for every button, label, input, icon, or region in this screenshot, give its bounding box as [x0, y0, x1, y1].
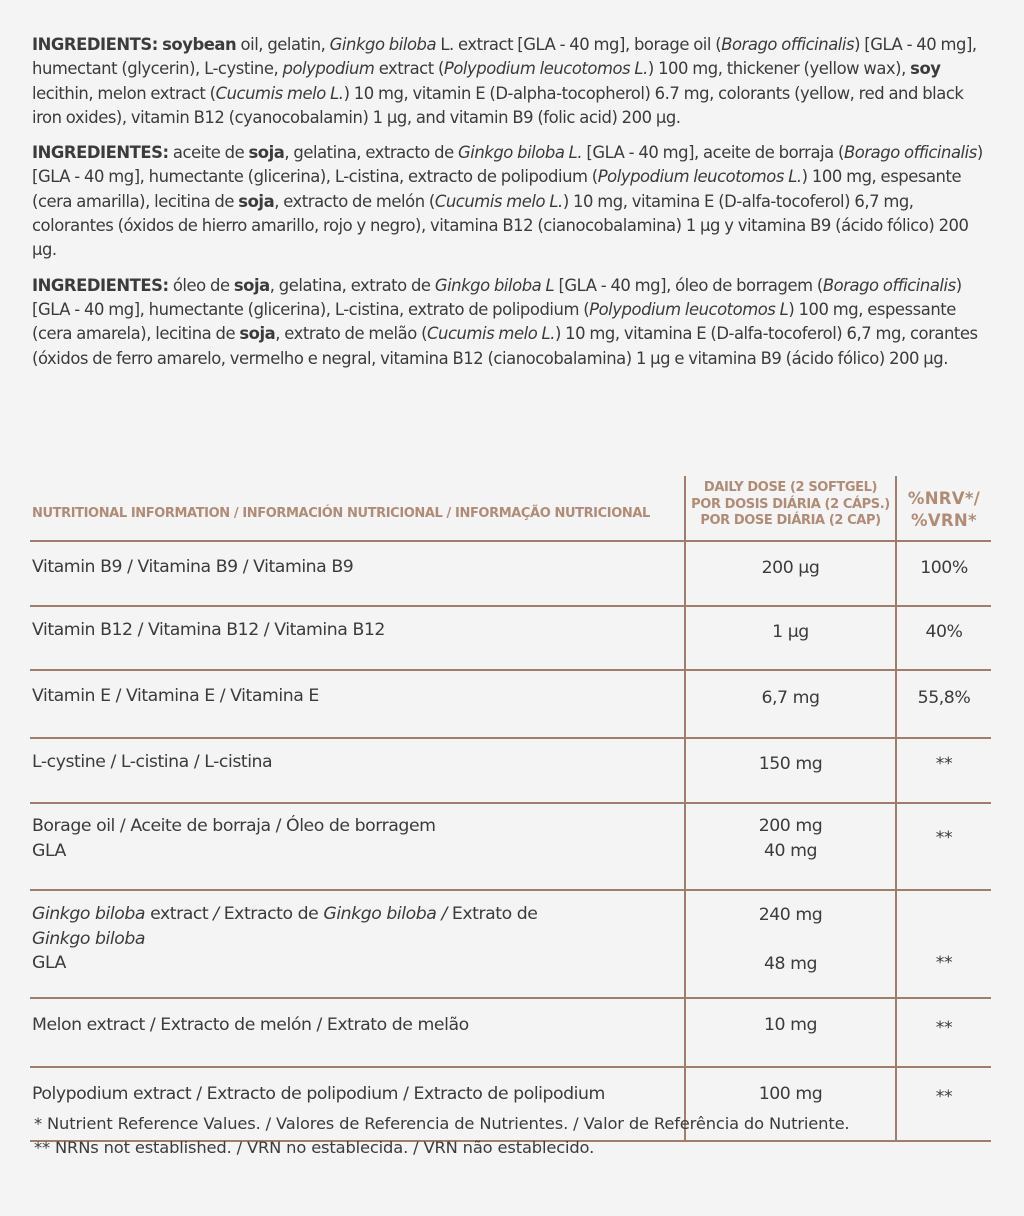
nutrient-name-part: extract: [145, 904, 214, 924]
ingredients-pt-text: , gelatina, extrato de: [269, 275, 435, 295]
ingredients-en-text: ) 10 mg, vitamin E (D-alpha-tocopherol) 6.7 mg, colorants (yellow, red and black iron oxides), vitamin B12 (cyanocobalamin) 1 µg, and vitamin B9 (folic acid) 200 µg.: [32, 83, 964, 127]
nutrient-nrv: **: [896, 803, 991, 890]
nutrient-dose: 10 mg: [685, 998, 896, 1067]
ingredients-es-text: ) [GLA - 40 mg], humectante (glicerina), L-cistina, extracto de polipodium (: [32, 143, 983, 187]
header-nrv: [896, 476, 991, 541]
ingredients-es-text: Cucumis melo L.: [434, 191, 563, 211]
nutrient-nrv: 40%: [896, 606, 991, 670]
nutrient-name-part: /: [213, 904, 219, 924]
header-nutritional-information: NUTRITIONAL INFORMATION / INFORMACIÓN NUTRICIONAL / INFORMAÇÃO NUTRICIONAL: [30, 476, 685, 541]
nutrient-nrv: 55,8%: [896, 670, 991, 738]
ingredients-pt-text: soja: [239, 324, 276, 344]
nutrient-name: Vitamin B9 / Vitamina B9 / Vitamina B9: [30, 541, 685, 606]
nutrient-name-cell: [30, 890, 685, 998]
nutrient-dose-cell: [685, 890, 896, 998]
footnotes: [34, 1112, 994, 1160]
ingredients-es-text: soja: [238, 191, 275, 211]
nutrient-name: Polypodium extract / Extracto de polipodium / Extracto de polipodium: [30, 1067, 685, 1141]
nutrient-name: Vitamin B12 / Vitamina B12 / Vitamina B12: [30, 606, 685, 670]
ingredients-pt-heading: INGREDIENTES:: [32, 275, 169, 295]
nutrient-subdose: 48 mg: [763, 954, 818, 974]
nutrient-dose: 100 mg: [685, 1067, 896, 1141]
header-daily-dose-line: POR DOSE DIÁRIA (2 CAP): [700, 513, 881, 529]
ingredients-en-text: lecithin, melon extract (: [32, 83, 216, 103]
ingredients-es-text: ) 10 mg, vitamina E (D-alfa-tocoferol) 6,7 mg, colorantes (óxidos de hierro amarillo, rojo y negro), vitamina B12 (cianocobalamina) 1 µg y vitamina B9 (ácido fólico) 200 µg.: [32, 191, 969, 260]
ingredients-pt: [32, 274, 994, 371]
nutrient-name-cell: [30, 803, 685, 890]
nutrient-nrv: **: [896, 1067, 991, 1141]
table-row: [30, 670, 991, 738]
nutrient-name-part: Ginkgo biloba: [32, 928, 146, 949]
ingredients-en-heading: INGREDIENTS:: [32, 35, 158, 54]
nutrient-name: L-cystine / L-cistina / L-cistina: [30, 738, 685, 803]
nutrient-name-part: Extrato de: [446, 904, 538, 924]
footnote-not-established: ** NRNs not established. / VRN no establecida. / VRN não establecido.: [34, 1138, 595, 1157]
nutrient-dose-cell: [685, 803, 896, 890]
ingredients-pt-text: ) 10 mg, vitamina E (D-alfa-tocoferol) 6,7 mg, corantes (óxidos de ferro amarelo, vermelho e negral, vitamina B12 (cianocobalamina) 1 µg e vitamina B9 (ácido fólico) 200 µg.: [32, 324, 978, 368]
nutrient-name-part: Ginkgo biloba: [323, 904, 437, 924]
ingredients-es-text: , extracto de melón (: [274, 191, 435, 211]
table-row: [30, 606, 991, 670]
ingredients-en: [32, 33, 994, 130]
ingredients-pt-text: Polypodium leucotomos L: [589, 299, 789, 319]
footnote-nrv: * Nutrient Reference Values. / Valores de Referencia de Nutrientes. / Valor de Referência do Nutriente.: [34, 1114, 850, 1133]
ingredients-en-text: extract (: [374, 59, 444, 79]
header-daily-dose: [685, 476, 896, 541]
nutrient-name: Vitamin E / Vitamina E / Vitamina E: [30, 670, 685, 738]
ingredients-es-text: soja: [248, 143, 285, 163]
table-row: [30, 738, 991, 803]
nutrient-subname: GLA: [32, 840, 66, 861]
nutrient-nrv: 100%: [896, 541, 991, 606]
header-daily-dose-line: DAILY DOSE (2 SOFTGEL): [703, 480, 878, 496]
nutrient-nrv: **: [896, 738, 991, 803]
ingredients-en-text: Borago officinalis: [721, 35, 855, 54]
nutrient-dose: 200 µg: [685, 541, 896, 606]
ingredients-en-text: Cucumis melo L.: [215, 83, 344, 103]
ingredients-en-text: Ginkgo biloba: [329, 35, 437, 54]
nutrient-name: [32, 902, 684, 927]
ingredients-en-text: soybean: [162, 35, 237, 54]
nutrient-dose: 1 µg: [685, 606, 896, 670]
ingredients-pt-text: Ginkgo biloba L: [434, 275, 555, 295]
nutrient-nrv: **: [896, 998, 991, 1067]
nutrient-name: [32, 927, 684, 952]
ingredients-es-text: ) 100 mg, espesante (cera amarilla), lecitina de: [32, 167, 962, 211]
ingredients-es-text: , gelatina, extracto de: [284, 143, 458, 163]
nutrient-name: Melon extract / Extracto de melón / Extrato de melão: [30, 998, 685, 1067]
table-row: [30, 890, 991, 998]
ingredients-es-text: [GLA - 40 mg], aceite de borraja (: [582, 143, 844, 163]
nutrient-name: Borage oil / Aceite de borraja / Óleo de borragem: [32, 816, 436, 836]
ingredients-en-text: ) 100 mg, thickener (yellow wax),: [647, 59, 911, 79]
nutrient-name-part: Ginkgo biloba: [32, 904, 146, 924]
ingredients-en-text: Polypodium leucotomos L.: [443, 59, 648, 79]
ingredients-pt-text: Cucumis melo L.: [427, 324, 555, 344]
nutrition-table-header: [30, 476, 991, 541]
ingredients-en-text: soy: [910, 59, 941, 79]
nutrient-dose: 200 mg: [758, 816, 823, 836]
table-row: [30, 541, 991, 606]
nutrient-dose: 6,7 mg: [685, 670, 896, 738]
nutrient-dose: 150 mg: [685, 738, 896, 803]
table-row: [30, 998, 991, 1067]
spacer: [686, 928, 895, 953]
ingredients-pt-text: óleo de: [168, 275, 234, 295]
nutrient-subname: GLA: [32, 953, 66, 973]
nutrient-name-part: Extracto de: [218, 904, 324, 924]
ingredients-pt-text: [GLA - 40 mg], óleo de borragem (: [554, 275, 823, 295]
ingredients-en-text: ) [GLA - 40 mg], humectant (glycerin), L-cystine,: [32, 35, 977, 79]
header-daily-dose-line: POR DOSIS DIÁRIA (2 CÁPS.): [691, 496, 890, 512]
header-nrv-line: %VRN*: [911, 511, 977, 530]
ingredients-section: [32, 33, 994, 382]
ingredients-es-text: Polypodium leucotomos L.: [597, 167, 802, 187]
ingredients-es-text: aceite de: [168, 143, 249, 163]
ingredients-pt-text: ) 100 mg, espessante (cera amarela), lecitina de: [32, 299, 956, 344]
header-nrv-line: %NRV*/: [907, 489, 981, 508]
ingredients-en-text: oil, gelatin,: [236, 35, 330, 54]
nutrition-table: [30, 476, 991, 1142]
ingredients-en-text: L. extract [GLA - 40 mg], borage oil (: [436, 35, 722, 54]
ingredients-es-text: Borago officinalis: [843, 143, 977, 163]
ingredients-es-text: Ginkgo biloba L.: [458, 143, 583, 163]
nutrient-name-part: /: [441, 904, 447, 924]
nutrient-dose: 240 mg: [758, 905, 823, 925]
table-row: [30, 803, 991, 890]
nutrition-table-section: [30, 476, 991, 1142]
ingredients-pt-text: , extrato de melão (: [275, 324, 428, 344]
nutrient-nrv: **: [896, 890, 991, 998]
ingredients-pt-text: ) [GLA - 40 mg], humectante (glicerina), L-cistina, extrato de polipodium (: [32, 275, 962, 319]
ingredients-en-text: polypodium: [282, 59, 375, 79]
nutrient-subdose: 40 mg: [763, 840, 818, 861]
ingredients-pt-text: Borago officinalis: [822, 275, 956, 295]
ingredients-es-heading: INGREDIENTES:: [32, 143, 169, 163]
ingredients-es: [32, 141, 994, 262]
ingredients-pt-text: soja: [233, 275, 270, 295]
